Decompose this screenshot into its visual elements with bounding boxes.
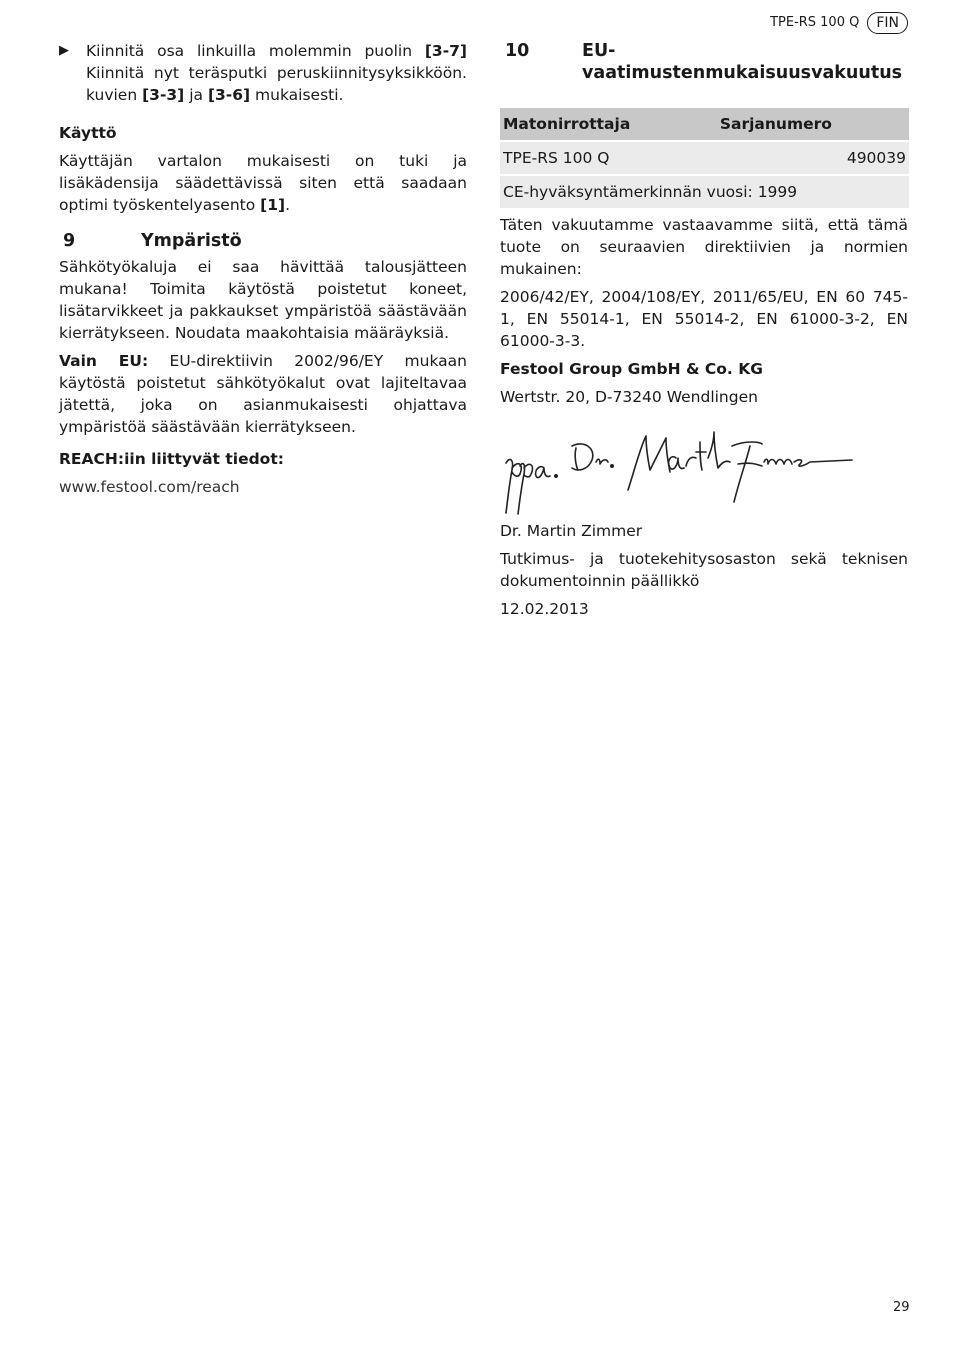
kaytto-body: Käyttäjän vartalon mukaisesti on tuki ja lisäkädensija säädettävissä siten että saadaan optimi työskentelyasento [59, 152, 467, 214]
arrow-bullet-icon: ▶ [59, 43, 69, 58]
serial-number: 490039 [717, 141, 909, 175]
reach-link[interactable]: www.festool.com/reach [59, 478, 240, 496]
left-column [59, 40, 467, 504]
signer-role: Tutkimus- ja tuotekehitysosaston sekä teknisen dokumentoinnin päällikkö [500, 550, 908, 590]
language-badge: FIN [867, 12, 908, 34]
figure-ref: [3-3] [142, 86, 185, 104]
kaytto-end: . [285, 196, 291, 214]
section-number: 9 [63, 231, 76, 251]
instruction-step [59, 40, 467, 112]
declaration-date: 12.02.2013 [500, 600, 589, 618]
table-header-product: Matonirrottaja [500, 108, 717, 141]
confirm-paragraph: Täten vakuutamme vastaavamme siitä, että tämä tuote on seuraavien direktiivien ja normien mukainen: [500, 216, 908, 278]
company-address: Wertstr. 20, D-73240 Wendlingen [500, 388, 758, 406]
page-number: 29 [893, 1300, 910, 1315]
signer-name: Dr. Martin Zimmer [500, 522, 643, 540]
norms-paragraph: 2006/42/EY, 2004/108/EY, 2011/65/EU, EN 60 745-1, EN 55014-1, EN 55014-2, EN 61000-3-2, EN 61000-3-3. [500, 288, 908, 350]
section-10-heading [500, 40, 908, 84]
company-name: Festool Group GmbH & Co. KG [500, 360, 763, 378]
section-title: Ympäristö [141, 231, 242, 251]
eu-only-text: EU-direktiivin 2002/96/EY mukaan käytöstä poistetut sähkötyökalut ovat lajiteltavaa jätettä, joka on asianmukaisesti ohjattava ympäristöä säästävään kierrätykseen. [59, 352, 467, 436]
reach-heading: REACH:iin liittyvät tiedot: [59, 450, 284, 468]
figure-ref: [3-6] [207, 86, 251, 104]
figure-ref: [1] [260, 196, 286, 214]
declaration-table [500, 108, 909, 208]
eu-only-paragraph [59, 350, 467, 438]
section-number: 10 [505, 41, 530, 61]
step-text-d: mukaisesti. [250, 86, 344, 104]
page-header [770, 12, 908, 34]
ce-year: CE-hyväksyntämerkinnän vuosi: 1999 [500, 175, 909, 208]
right-column [500, 40, 908, 626]
table-header-row [500, 108, 909, 141]
kaytto-heading: Käyttö [59, 124, 117, 142]
step-text-c: ja [184, 86, 208, 104]
environment-paragraph: Sähkötyökaluja ei saa hävittää talousjätteen mukana! Toimita käytöstä poistetut koneet, lisätarvikkeet ja pakkaukset ympäristöä säästävään kierrätykseen. Noudata maakohtaisia määräyksiä. [59, 258, 467, 342]
table-row [500, 141, 909, 175]
step-text-a: Kiinnitä osa linkuilla molemmin puolin [86, 42, 425, 60]
header-model: TPE-RS 100 Q [770, 15, 860, 30]
table-header-serial: Sarjanumero [717, 108, 909, 141]
eu-only-label: Vain EU: [59, 352, 149, 370]
figure-ref: [3-7] [424, 42, 467, 60]
step-text-b: Kiinnitä nyt teräsputki peruskiinnitysyksikköön. kuvien [86, 64, 467, 104]
section-9-heading [59, 230, 467, 252]
section-title: EU-vaatimustenmukaisuusvakuutus [582, 41, 903, 83]
kaytto-text [59, 150, 467, 216]
signature-image [500, 418, 856, 518]
product-model: TPE-RS 100 Q [500, 141, 717, 175]
table-row [500, 175, 909, 208]
step-text [86, 40, 467, 106]
